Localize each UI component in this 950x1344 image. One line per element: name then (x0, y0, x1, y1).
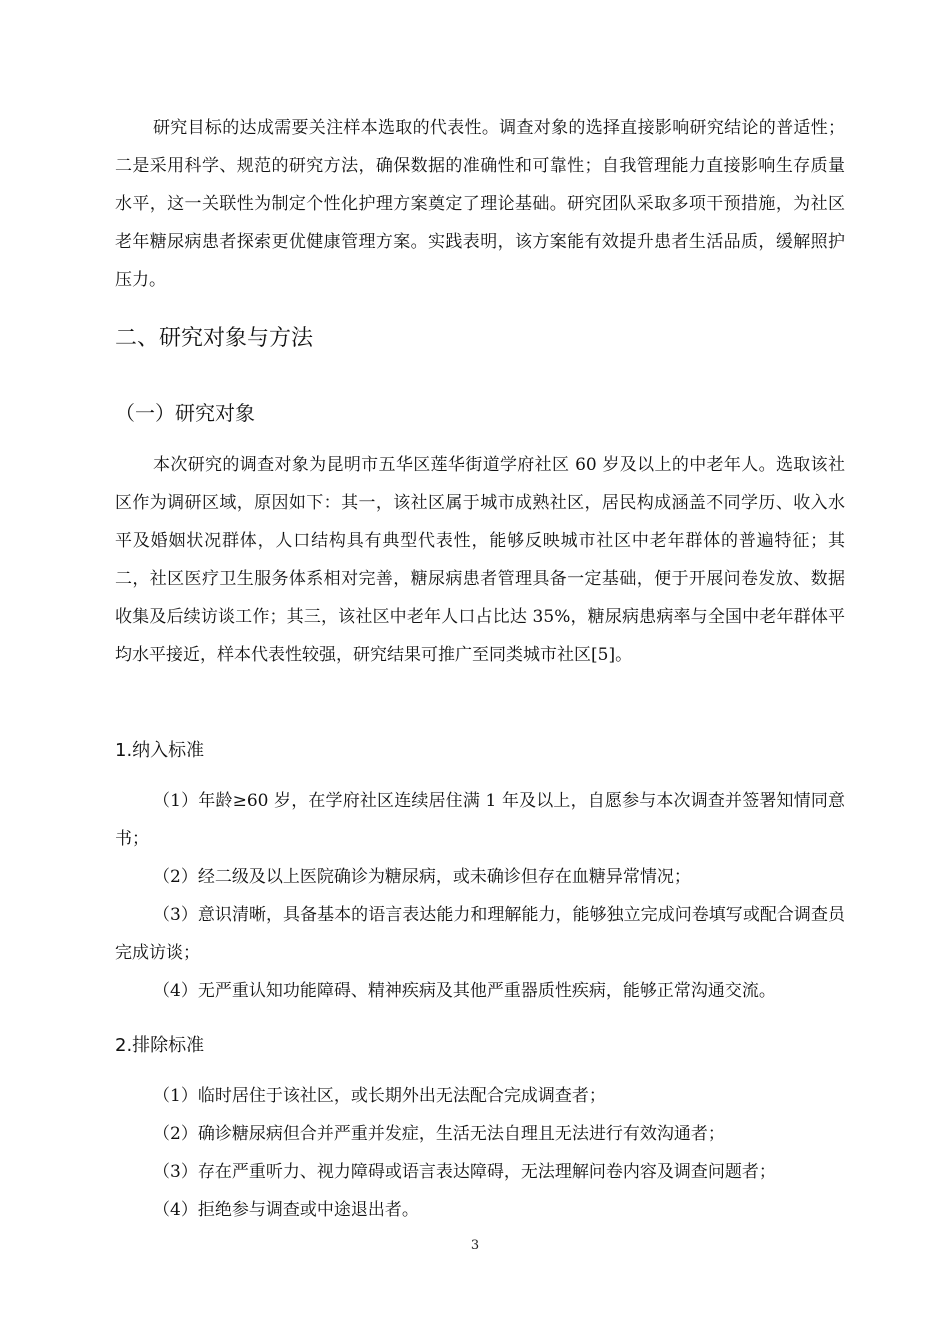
exclusion-criteria-list (115, 1077, 845, 1229)
list-item: （3）存在严重听力、视力障碍或语言表达障碍，无法理解问卷内容及调查问题者； (153, 1162, 776, 1182)
list-item: （1）临时居住于该社区，或长期外出无法配合完成调查者； (153, 1086, 606, 1106)
list-item: （2）确诊糖尿病但合并严重并发症，生活无法自理且无法进行有效沟通者； (153, 1124, 725, 1144)
exclusion-criteria-heading: 2.排除标准 (115, 1035, 205, 1056)
list-item: （4）拒绝参与调查或中途退出者。 (153, 1200, 419, 1220)
page-number: 3 (470, 1238, 480, 1253)
list-item: （4）无严重认知功能障碍、精神疾病及其他严重器质性疾病，能够正常沟通交流。 (153, 981, 776, 1001)
list-item: （1）年龄≥60 岁，在学府社区连续居住满 1 年及以上，自愿参与本次调查并签署知情同意书； (115, 791, 845, 849)
list-item: （3）意识清晰，具备基本的语言表达能力和理解能力，能够独立完成问卷填写或配合调查员完成访谈； (115, 905, 845, 963)
list-item: （2）经二级及以上医院确诊为糖尿病，或未确诊但存在血糖异常情况； (153, 867, 691, 887)
subsection-paragraph: 本次研究的调查对象为昆明市五华区莲华街道学府社区 60 岁及以上的中老年人。选取该社区作为调研区域，原因如下：其一，该社区属于城市成熟社区，居民构成涵盖不同学历、收入水平及婚姻状况群体，人口结构具有典型代表性，能够反映城市社区中老年群体的普遍特征；其二，社区医疗卫生服务体系相对完善，糖尿病患者管理具备一定基础，便于开展问卷发放、数据收集及后续访谈工作；其三，该社区中老年人口占比达 35%，糖尿病患病率与全国中老年群体平均水平接近，样本代表性较强，研究结果可推广至同类城市社区[5]。 (115, 455, 845, 665)
intro-paragraph: 研究目标的达成需要关注样本选取的代表性。调查对象的选择直接影响研究结论的普适性；二是采用科学、规范的研究方法，确保数据的准确性和可靠性；自我管理能力直接影响生存质量水平，这一关联性为制定个性化护理方案奠定了理论基础。研究团队采取多项干预措施，为社区老年糖尿病患者探索更优健康管理方案。实践表明，该方案能有效提升患者生活品质，缓解照护压力。 (115, 118, 845, 290)
subsection-heading: （一）研究对象 (115, 401, 255, 425)
section-heading: 二、研究对象与方法 (115, 326, 314, 351)
inclusion-criteria-list (115, 782, 845, 1010)
inclusion-criteria-heading: 1.纳入标准 (115, 740, 205, 761)
